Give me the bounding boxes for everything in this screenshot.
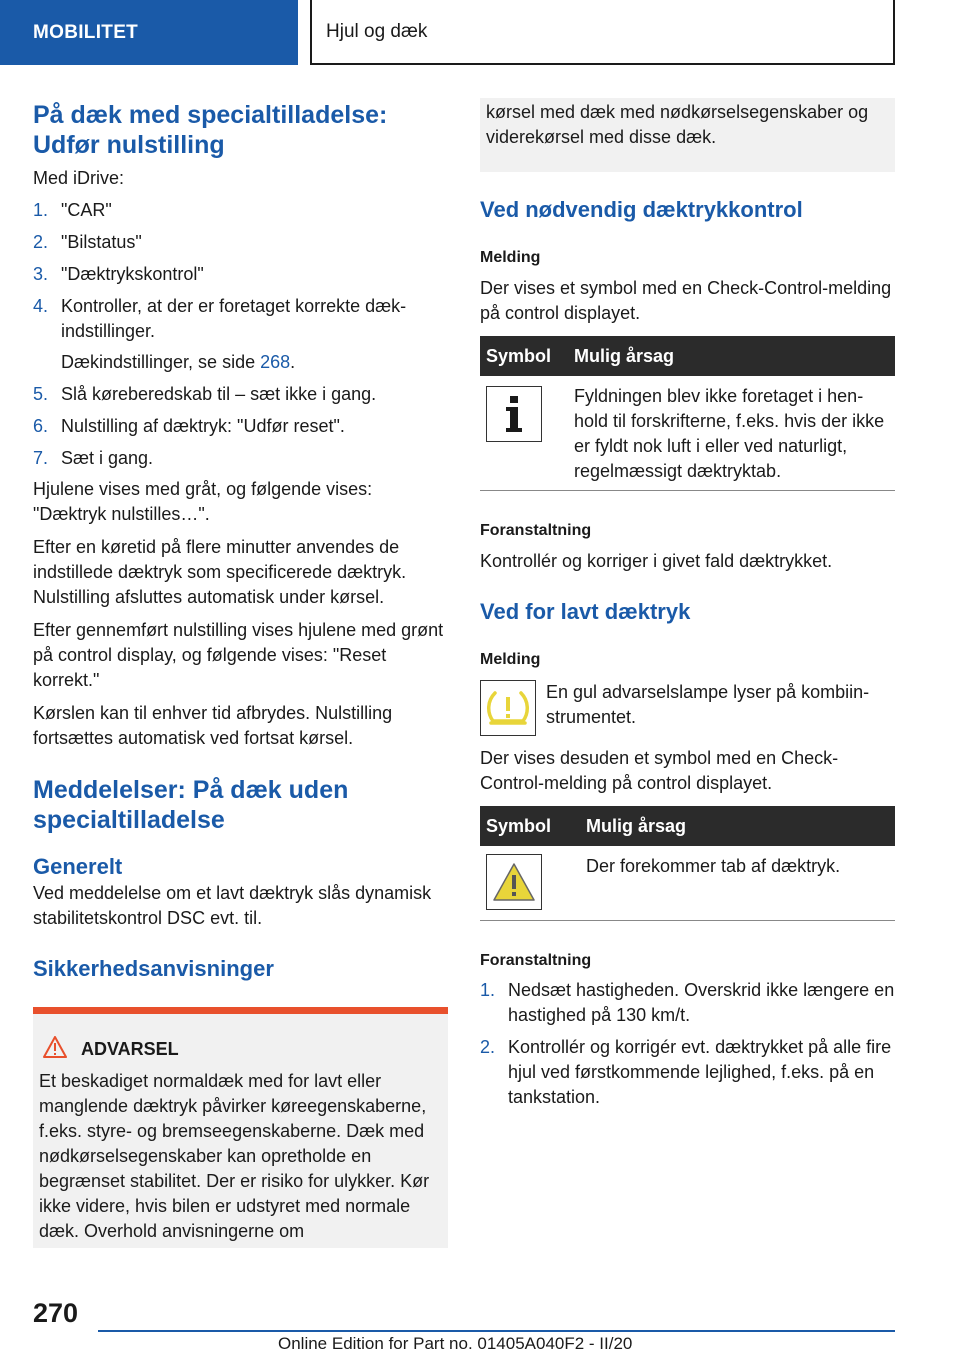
step-number: 2. [480,1037,496,1057]
step-number: 6. [33,416,49,436]
table-row [480,846,895,921]
step-1 [33,198,448,223]
paragraph-drive-time: Efter en køretid på flere minutter anvendes de indstillede dæktryk som specificerede dæktryk. Nulstilling afsluttes automatisk under kørsel. [33,537,407,607]
step-number: 2. [33,232,49,252]
warning-lamp-row [480,680,895,736]
action-heading-1: Foranstaltning [480,522,592,539]
edition-note: Online Edition for Part no. 01405A040F2 - II/20 [278,1334,633,1353]
warning-lamp-text: En gul advarselslampe lyser på kombiinstrumentet. [546,682,870,727]
symbol-cell [480,376,568,491]
message-text-2: Der vises desuden et symbol med en Check-Control-melding på control displayet. [480,748,839,793]
paragraph-interrupt: Kørslen kan til enhver tid afbrydes. Nulstilling fortsættes automatisk ved fortsat kørsel. [33,703,393,748]
step-5 [33,382,448,407]
symbol-cell [480,846,580,921]
table-header [480,806,895,846]
generelt-heading: Generelt [33,854,123,879]
step-7 [33,446,448,471]
step-number: 4. [33,296,49,316]
low-pressure-heading: Ved for lavt dæktryk [480,599,691,624]
messages-heading: Meddelelser: På dæk uden specialtilladelse [33,776,349,834]
reset-steps [33,198,448,471]
step-number: 3. [33,264,49,284]
step-text: Nedsæt hastigheden. Overskrid ikke længere en hastighed på 130 km/t. [508,980,895,1025]
step-text: Sæt i gang. [61,448,154,468]
step-text: "CAR" [61,200,112,220]
paragraph-reset-done: Efter gennemført nulstilling vises hjulene med grønt på control display, og følgende vises: "Reset korrekt." [33,620,444,690]
left-column [33,100,448,1248]
generelt-text: Ved meddelelse om et lavt dæktryk slås dynamisk stabilitetskontrol DSC evt. til. [33,883,432,928]
table-row [480,376,895,491]
step-text: Kontrollér og korrigér evt. dæktrykket på alle fire hjul ved førstkommende lejlighed, f.eks. på en tankstation. [508,1037,892,1107]
reset-heading: På dæk med specialtilladelse: Udfør nulstilling [33,101,388,159]
action-text-1: Kontrollér og korriger i givet fald dæktrykket. [480,551,833,571]
right-column [480,100,895,1110]
symbol-table-2 [480,806,895,921]
warning-box [33,1007,448,1248]
table-header [480,336,895,376]
tire-pressure-warning-icon [480,680,536,736]
step-number: 1. [33,200,49,220]
page-number: 270 [33,1298,79,1328]
reference-suffix: . [290,352,296,372]
step-number: 5. [33,384,49,404]
step-number: 7. [33,448,49,468]
yellow-warning-triangle-icon [486,854,542,910]
footer-divider [98,1330,895,1332]
reference-text: Dækindstillinger, se side [61,352,261,372]
symbol-column-header: Symbol [480,806,580,846]
action-step-1 [480,978,895,1028]
page-link-268[interactable]: 268 [260,352,291,372]
warning-continuation: kørsel med dæk med nødkørselsegenskaber og viderekørsel med disse dæk. [480,98,895,172]
cause-cell: Der forekommer tab af dæktryk. [580,846,895,921]
step-text: Slå køreberedskab til – sæt ikke i gang. [61,384,377,404]
warning-bar [33,1007,448,1014]
message-heading-1: Melding [480,249,541,266]
step-3 [33,262,448,287]
paragraph-wheels-gray: Hjulene vises med gråt, og følgende vises: "Dæktryk nulstilles…". [33,479,373,524]
action-step-2 [480,1035,895,1110]
check-needed-heading: Ved nødvendig dæktrykkontrol [480,197,803,222]
step-text: Nulstilling af dæktryk: "Udfør reset". [61,416,345,436]
step-number: 1. [480,980,496,1000]
warning-header [33,1014,448,1063]
step-2 [33,230,448,255]
warning-text: Et beskadiget normaldæk med for lavt eller manglende dæktryk påvirker køreegenskaberne, f.eks. styre- og bremseegenskaberne. Dæk med nødkørselsegenskaber kan opretholde en begrænset stabilitet. Der er risiko for ulykker. Kør ikke videre, hvis bilen er udstyret med normale dæk. Overhold anvisningerne om [39,1071,430,1241]
step-6 [33,414,448,439]
warning-label: ADVARSEL [81,1039,179,1059]
action-heading-2: Foranstaltning [480,952,592,969]
section-tab: MOBILITET [0,0,298,65]
symbol-table-1 [480,336,895,491]
cause-column-header: Mulig årsag [568,336,895,376]
warning-triangle-icon [43,1036,81,1063]
step-text: Kontroller, at der er foretaget korrekte dækindstillinger. [61,296,407,341]
idrive-intro: Med iDrive: [33,168,125,188]
info-icon [486,386,542,442]
message-heading-2: Melding [480,651,541,668]
cause-cell: Fyldningen blev ikke foretaget i henhold til forskrifterne, f.eks. hvis der ikke er fyldt nok luft i eller ved naturligt, regelmæssigt dæktryktab. [568,376,895,491]
safety-heading: Sikkerhedsanvisninger [33,956,274,981]
symbol-column-header: Symbol [480,336,568,376]
step-text: "Dæktrykskontrol" [61,264,204,284]
action-steps [480,978,895,1110]
step-4 [33,294,448,375]
cause-column-header: Mulig årsag [580,806,895,846]
step-text: "Bilstatus" [61,232,142,252]
chapter-header: Hjul og dæk [310,0,895,65]
message-text-1: Der vises et symbol med en Check-Control-melding på control displayet. [480,278,892,323]
step-4-reference [61,350,448,375]
